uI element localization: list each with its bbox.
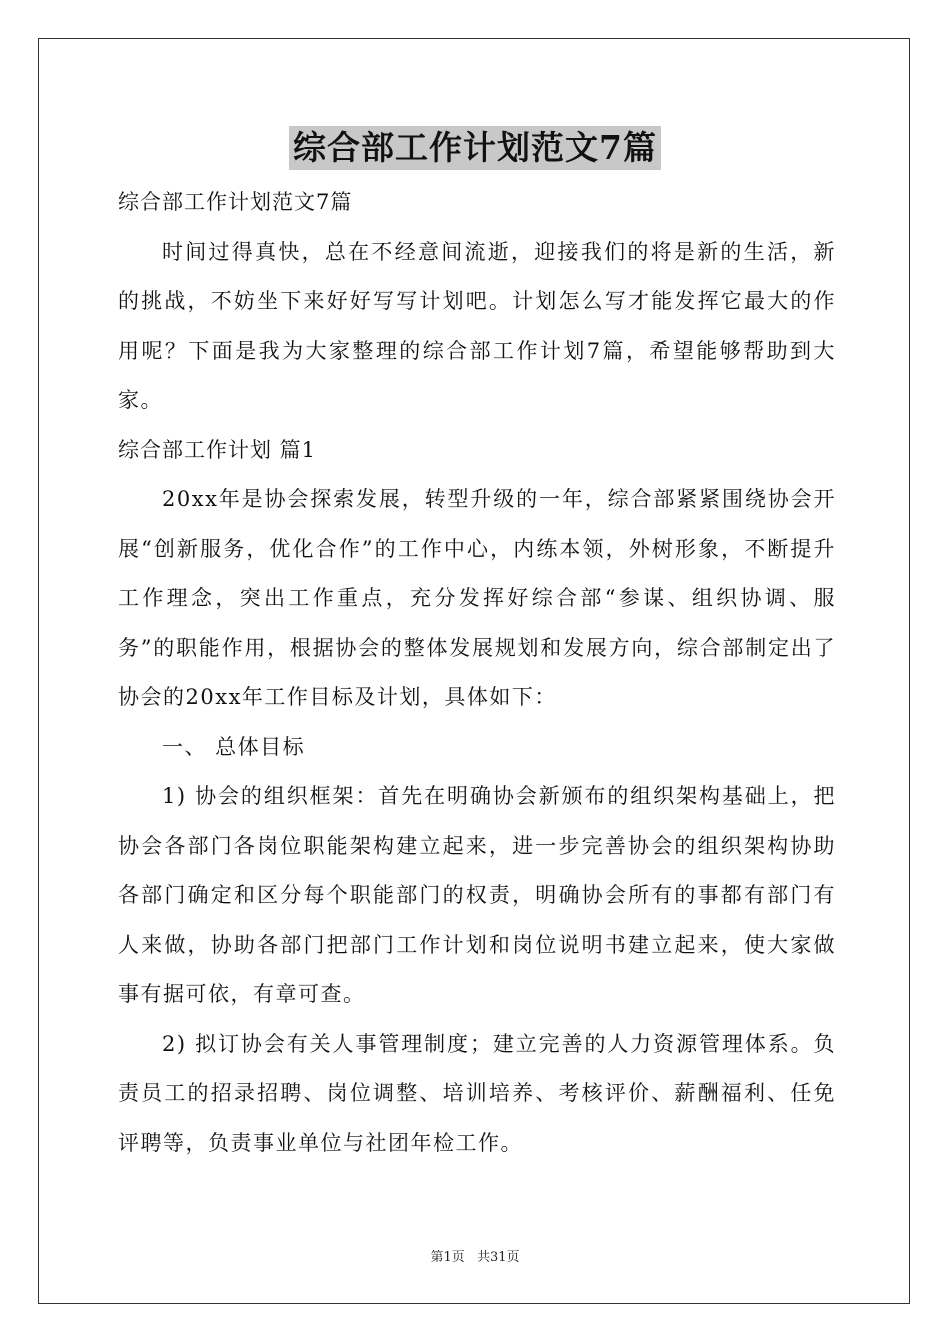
list-item-1: 1) 协会的组织框架：首先在明确协会新颁布的组织架构基础上，把协会各部门各岗位职能架构建立起来，进一步完善协会的组织架构协助各部门确定和区分每个职能部门的权责，明确协会所有的事都有部门有人来做，协助各部门把部门工作计划和岗位说明书建立起来，使大家做事有据可依，有章可查。 — [118, 784, 836, 1006]
intro-paragraph: 时间过得真快，总在不经意间流逝，迎接我们的将是新的生活，新的挑战，不妨坐下来好好写写计划吧。计划怎么写才能发挥它最大的作用呢？下面是我为大家整理的综合部工作计划7篇，希望能够帮助到大家。 — [118, 239, 836, 412]
section-heading: 综合部工作计划 篇1 — [118, 437, 317, 462]
subtitle-line: 综合部工作计划范文7篇 — [118, 190, 353, 214]
page-footer — [0, 1246, 950, 1265]
document-body — [118, 178, 836, 1168]
outline-heading: 一、 总体目标 — [162, 734, 306, 759]
title-area — [0, 126, 950, 170]
total-pages: 共31页 — [476, 1250, 520, 1265]
body-paragraph: 20xx年是协会探索发展，转型升级的一年，综合部紧紧围绕协会开展“创新服务，优化合作”的工作中心，内练本领，外树形象，不断提升工作理念，突出工作重点，充分发挥好综合部“参谋、组织协调、服务”的职能作用，根据协会的整体发展规划和发展方向，综合部制定出了协会的20xx年工作目标及计划，具体如下： — [118, 487, 836, 709]
list-item-2: 2) 拟订协会有关人事管理制度；建立完善的人力资源管理体系。负责员工的招录招聘、岗位调整、培训培养、考核评价、薪酬福利、任免评聘等，负责事业单位与社团年检工作。 — [118, 1031, 836, 1155]
page-number: 第1页 — [430, 1250, 465, 1265]
document-title: 综合部工作计划范文7篇 — [289, 126, 661, 170]
